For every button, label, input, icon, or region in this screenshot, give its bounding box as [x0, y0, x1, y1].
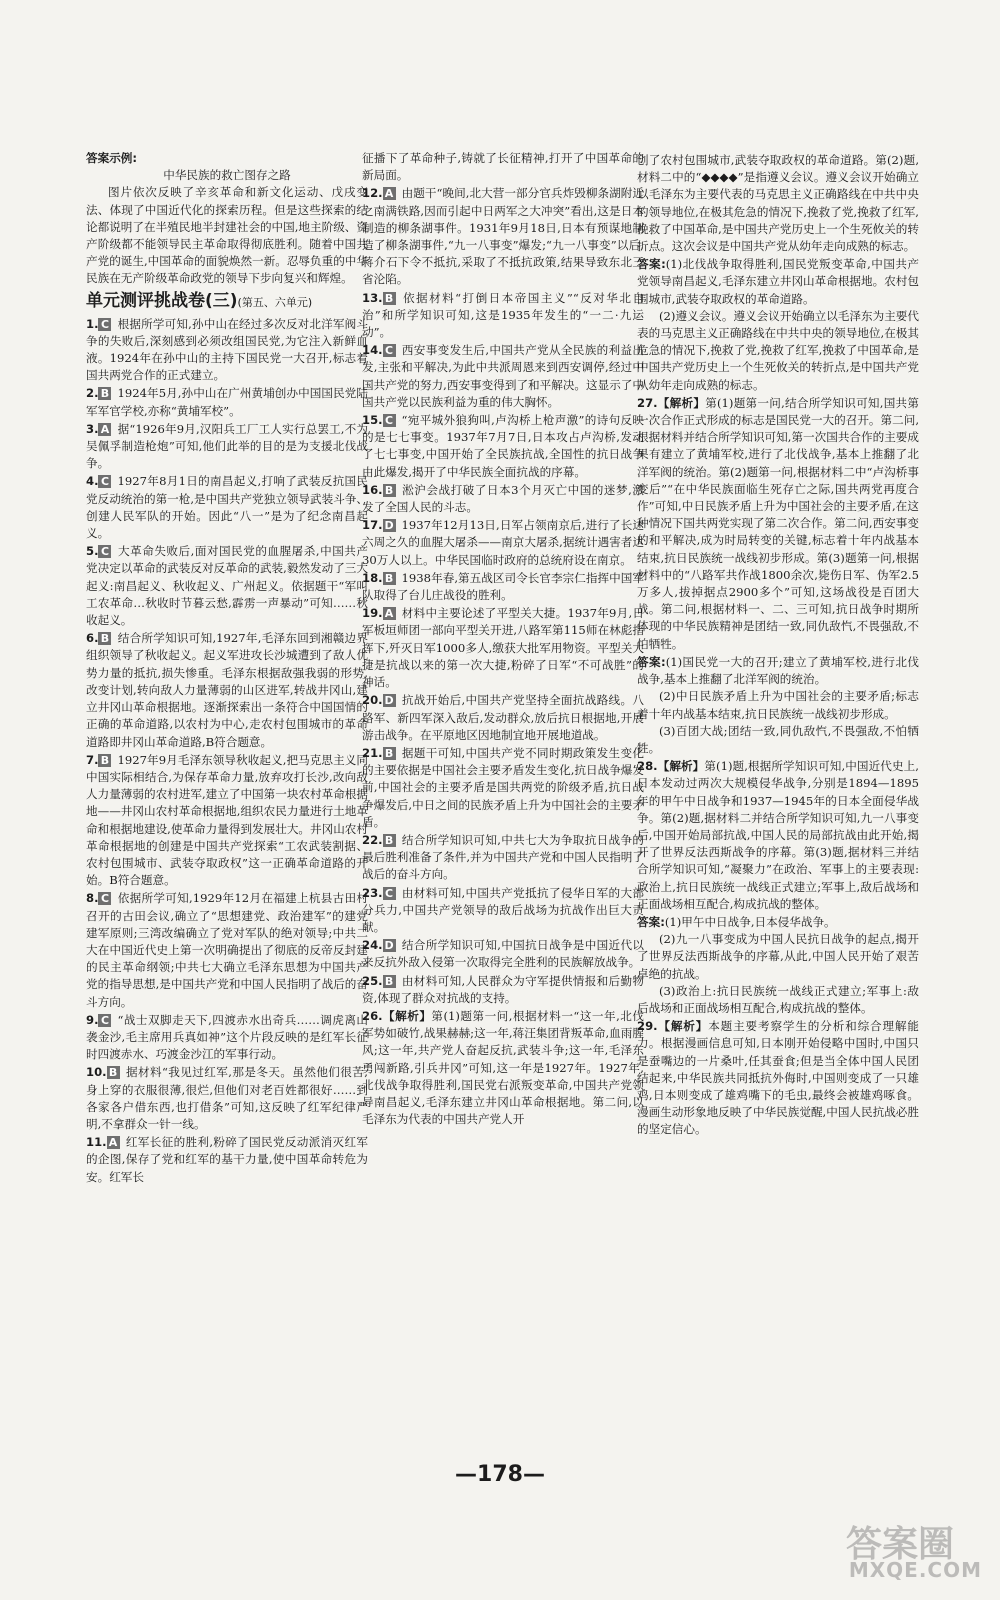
item-explanation: “宛平城外狼狗叫,卢沟桥上枪声激”的诗句反映的是七七事变。1937年7月7日,日本攻占卢沟桥,发动了七七事变,中国开始了全民族抗战,全国性的抗日战争由此爆发,揭开了中华民族全面抗战的序幕。	[362, 413, 644, 479]
answer-choice: C	[98, 892, 111, 905]
answer-item	[362, 605, 644, 691]
answer-choice: B	[98, 387, 111, 400]
analysis-tag: 【解析】	[657, 1019, 709, 1034]
item-explanation: 红军长征的胜利,粉碎了国民党反动派消灭红军的企图,保存了党和红军的基干力量,使中国革命转危为安。红军长	[86, 1135, 368, 1184]
item-number: 3.	[86, 421, 99, 436]
item-number: 20.	[362, 693, 383, 708]
answer-choice: A	[383, 607, 396, 620]
answer-item	[86, 1012, 368, 1064]
item-number: 22.	[362, 832, 383, 847]
item-number: 15.	[362, 413, 383, 428]
item-explanation: 1938年春,第五战区司令长官李宗仁指挥中国军队取得了台儿庄战役的胜利。	[362, 570, 644, 603]
answer-part: (3)百团大战;团结一致,同仇敌忾,不畏强敌,不怕牺牲。	[637, 723, 919, 755]
answer-label: 答案:	[637, 654, 666, 669]
question-26-analysis	[362, 1008, 644, 1128]
watermark-text-cn: 答案圈	[845, 1524, 954, 1565]
answer-item	[86, 473, 368, 542]
answer-item	[362, 412, 644, 481]
answer-part: (1)国民党一大的召开;建立了黄埔军校,进行北伐战争,基本上推翻了北洋军阀的统治。	[637, 654, 920, 687]
watermark-text-en: MXQE.COM	[848, 1558, 982, 1582]
item-number: 23.	[362, 885, 383, 900]
answer-item	[86, 421, 368, 473]
item-number: 1.	[86, 316, 99, 331]
answer-choice: B	[383, 572, 396, 585]
answer-part: (2)遵义会议。遵义会议开始确立以毛泽东为主要代表的马克思主义正确路线在中共中央的领导地位,在极其危急的情况下,挽救了党,挽救了红军,挽救了中国革命,是中国共产党历史上一个生死攸关的转折点,是中国共产党从幼年走向成熟的标志。	[637, 308, 919, 392]
item-explanation: 据“1926年9月,汉阳兵工厂工人实行总罢工,不为吴佩孚制造枪炮”可知,他们此举的目的是为支援北伐战争。	[86, 421, 368, 471]
question-28-answer	[637, 914, 919, 1017]
item-explanation: 材料中主要论述了平型关大捷。1937年9月,日军板垣师团一部向平型关开进,八路军第115师在林彪指挥下,歼灭日军1000多人,缴获大批军用物资。平型关大捷是抗战以来的第一次大捷,粉碎了日军“不可战胜”的神话。	[362, 606, 644, 690]
column-right	[637, 152, 919, 1140]
answer-list-2	[362, 185, 644, 1007]
answer-choice: B	[107, 1066, 120, 1079]
item-explanation: 淞沪会战打破了日本3个月灭亡中国的迷梦,激发了全国人民的斗志。	[362, 482, 644, 515]
answer-item	[362, 290, 644, 342]
answer-example	[86, 150, 368, 288]
answer-part: (1)甲午中日战争,日本侵华战争。	[664, 914, 836, 929]
answer-example-title: 中华民族的救亡图存之路	[163, 168, 291, 183]
continued-text: 征播下了革命种子,铸就了长征精神,打开了中国革命的新局面。	[362, 151, 644, 183]
item-explanation: 由题干“晚间,北大营一部分官兵炸毁柳条湖附近之南满铁路,因而引起中日两军之大冲突”看出,这是日本制造的柳条湖事件。1931年9月18日,日本有预谋地制造了柳条湖事件,“九一八事变”爆发;“九一八事变”以后,蒋介石下令不抵抗,采取了不抵抗政策,结果导致东北三省沦陷。	[362, 186, 644, 287]
answer-item	[86, 316, 368, 385]
answer-item	[362, 342, 644, 411]
item-explanation: 由材料可知,中国共产党抵抗了侵华日军的大部分兵力,中国共产党领导的敌后战场为抗战作出巨大贡献。	[362, 885, 644, 934]
answer-part: (1)北伐战争取得胜利,国民党叛变革命,中国共产党领导南昌起义,毛泽东建立井冈山革命根据地。农村包围城市,武装夺取政权的革命道路。	[637, 257, 919, 306]
answer-choice: B	[98, 754, 111, 767]
analysis-tag: 【解析】	[657, 395, 706, 410]
item-number: 2.	[86, 386, 99, 401]
column-left	[86, 150, 368, 1187]
answer-choice: D	[384, 519, 394, 533]
item-explanation: 1924年5月,孙中山在广州黄埔创办中国国民党陆军军官学校,亦称“黄埔军校”。	[86, 386, 368, 418]
item-number: 4.	[86, 474, 99, 489]
answer-item	[362, 973, 644, 1007]
answer-example-body: 图片依次反映了辛亥革命和新文化运动、戊戌变法、体现了中国近代化的探索历程。但是这些探索的结论都说明了在半殖民地半封建社会的中国,地主阶级、资产阶级都不能领导民主革命取得彻底胜利。随着中国共产党的诞生,中国革命的面貌焕然一新。忍辱负重的中华民族在无产阶级革命政党的领导下步向复兴和辉煌。	[86, 185, 368, 286]
item-number: 25.	[362, 973, 383, 988]
answer-choice: B	[383, 747, 396, 760]
item-number: 9.	[86, 1012, 99, 1027]
item-explanation: 本题主要考察学生的分析和综合理解能力。根据漫画信息可知,日本刚开始侵略中国时,中国只是蚕嘴边的一片桑叶,任其蚕食;但是当全体中国人民团结起来,中华民族共同抵抗外侮时,中国则变成了一只雄鸡,日本则变成了雄鸡嘴下的毛虫,最终会被雄鸡啄食。漫画生动形象地反映了中华民族觉醒,中国人民抗战必胜的坚定信心。	[637, 1019, 919, 1137]
answer-choice: C	[383, 344, 396, 357]
answer-part: (2)中日民族矛盾上升为中国社会的主要矛盾;标志着十年内战基本结束,抗日民族统一战线初步形成。	[637, 689, 919, 721]
item-number: 5.	[86, 544, 99, 559]
watermark-logo	[812, 1516, 982, 1582]
item-number: 11.	[86, 1135, 107, 1150]
analysis-tag: 【解析】	[382, 1008, 432, 1023]
item-number: 7.	[86, 752, 99, 767]
answer-item	[86, 543, 368, 629]
item-explanation: 据题干可知,中国共产党不同时期政策发生变化的主要依据是中国社会主要矛盾发生变化,抗日战争爆发前,中国社会的主要矛盾是国共两党的阶级矛盾,抗日战争爆发后,中日之间的民族矛盾上升为中国社会的主要矛盾。	[362, 745, 644, 829]
item-number: 8.	[86, 891, 99, 906]
item-explanation: 由材料可知,人民群众为守军提供情报和后勤物资,体现了群众对抗战的支持。	[362, 973, 644, 1005]
item-explanation: 第(1)题,根据所学知识可知,中国近代史上,日本发动过两次大规模侵华战争,分别是1894—1895年的甲午中日战争和1937—1945年的日本全面侵华战争。第(2)题,据材料二并结合所学知识可知,九一八事变后,中国开始局部抗战,中国人民的局部抗战由此开始,揭开了世界反法西斯战争的序幕。第(3)题,据材料三并结合所学知识可知,“凝聚力”在政治、军事上的主要表现:政治上,抗日民族统一战线正式建立;军事上,敌后战场和正面战场相互配合,构成抗战的整体。	[637, 759, 919, 911]
answer-choice: B	[98, 632, 111, 645]
answer-item	[86, 890, 368, 1010]
item-number: 6.	[86, 631, 99, 646]
answer-item	[86, 1064, 368, 1133]
item-number: 19.	[362, 606, 383, 621]
item-number: 10.	[86, 1065, 107, 1080]
item-number: 17.	[362, 518, 383, 533]
answer-choice: C	[383, 414, 396, 427]
answer-item	[362, 517, 644, 569]
item-explanation: 第(1)题第一问,根据材料一“这一年,北伐军势如破竹,战果赫赫;这一年,蒋汪集团背叛革命,血雨腥风;这一年,共产党人奋起反抗,武装斗争;这一年,毛泽东勇闯新路,引兵井冈”可知,这一年是1927年。1927年,北伐战争取得胜利,国民党右派叛变革命,中国共产党领导南昌起义,毛泽东建立井冈山革命根据地。第二问,以毛泽东为代表的中国共产党人开	[362, 1008, 644, 1127]
answer-example-label: 答案示例:	[86, 151, 138, 165]
item-number: 26.	[362, 1008, 383, 1023]
answer-item	[362, 692, 644, 744]
item-number: 24.	[362, 938, 383, 953]
item-explanation: 根据所学可知,孙中山在经过多次反对北洋军阀斗争的失败后,深刻感到必须改组国民党,为它注入新鲜血液。1924年在孙中山的主持下国民党一大召开,标志着国共两党合作的正式建立。	[86, 316, 368, 383]
answer-item	[362, 185, 644, 288]
section-title	[86, 290, 368, 314]
item-explanation: 1937年12月13日,日军占领南京后,进行了长达六周之久的血腥大屠杀——南京大屠杀,据统计遇害者达30万人以上。中华民国临时政府的总统府设在南京。	[362, 518, 644, 567]
item-explanation: 第(1)题第一问,结合所学知识可知,国共第一次合作正式形成的标志是国民党一大的召开。第二问,根据材料并结合所学知识可知,第一次国共合作的主要成果有建立了黄埔军校,进行了北伐战争,基本上推翻了北洋军阀的统治。第(2)题第一问,根据材料二中“卢沟桥事变后”“在中华民族面临生死存亡之际,国共两党再度合作”可知,中日民族矛盾上升为中国社会的主要矛盾,在这种情况下国共两党实现了第二次合作。第二问,西安事变的和平解决,成为时局转变的关键,标志着十年内战基本结束,抗日民族统一战线初步形成。第(3)题第一问,根据材料中的“八路军共作战1800余次,毙伤日军、伪军2.5万多人,拔掉据点2900多个”可知,这场战役是百团大战。第二问,根据材料一、二、三可知,抗日战争时期所体现的中华民族精神是团结一致,同仇敌忾,不畏强敌,不怕牺牲。	[637, 395, 919, 651]
item-explanation: 大革命失败后,面对国民党的血腥屠杀,中国共产党决定以革命的武装反对反革命的武装,毅然发动了三大起义:南昌起义、秋收起义、广州起义。依据题干“军叫工农革命…秋收时节暮云愁,霹雳一声暴动”可知……秋收起义。	[86, 544, 368, 628]
answer-choice: C	[98, 545, 111, 558]
item-explanation: 1927年9月毛泽东领导秋收起义,把马克思主义同中国实际相结合,为保存革命力量,放弃攻打长沙,改向敌人力量薄弱的农村进军,建立了中国第一块农村革命根据地——井冈山农村革命根据地,组织农民力量进行土地革命和根据地建设,使革命力量得到发展壮大。井冈山农村革命根据地的创建是中国共产党探索“工农武装割据、农村包围城市、武装夺取政权”这一正确革命道路的开始。B符合题意。	[86, 752, 368, 888]
question-27-analysis	[637, 395, 919, 653]
answer-choice: D	[384, 939, 394, 953]
answer-choice: A	[107, 1136, 120, 1149]
item-number: 29.	[637, 1019, 658, 1034]
item-explanation: 结合所学知识可知,1927年,毛泽东回到湘赣边界组织领导了秋收起义。起义军进攻长沙城遭到了敌人优势力量的抵抗,损失惨重。毛泽东根据敌强我弱的形势,改变计划,转向敌人力量薄弱的山区进军,转战井冈山,建立井冈山革命根据地。逐渐探索出一条符合中国国情的正确的革命道路,以农村为中心,走农村包围城市的革命道路即井冈山革命道路,B符合题意。	[86, 631, 368, 749]
item-explanation: 据材料“我见过红军,那是冬天。虽然他们很苦,身上穿的衣服很薄,很烂,但他们对老百姓都很好……到各家各户借东西,也打借条”可知,这反映了红军纪律严明,不拿群众一针一线。	[86, 1065, 368, 1131]
item-number: 18.	[362, 570, 383, 585]
item-explanation: 结合所学知识可知,中国抗日战争是中国近代以来反抗外敌入侵第一次取得完全胜利的民族解放战争。	[362, 938, 644, 970]
item-explanation: 抗战开始后,中国共产党坚持全面抗战路线。八路军、新四军深入敌后,发动群众,放后抗日根据地,开展游击战争。在平原地区因地制宜地开展地道战。	[362, 693, 644, 742]
answer-part: (2)九一八事变成为中国人民抗日战争的起点,揭开了世界反法西斯战争的序幕,从此,中国人民开始了艰苦卓绝的抗战。	[637, 932, 919, 981]
answer-item	[362, 832, 644, 884]
answer-list-1	[86, 316, 368, 1186]
item-number: 12.	[362, 186, 383, 201]
item-number: 21.	[362, 745, 383, 760]
item-explanation: 西安事变发生后,中国共产党从全民族的利益出发,主张和平解决,为此中共派周恩来到西安调停,经过中国共产党的努力,西安事变得到了和平解决。这显示了中国共产党以民族利益为重的伟大胸怀。	[362, 343, 644, 409]
answer-choice: A	[98, 423, 111, 436]
answer-choice: B	[383, 834, 396, 847]
answer-label: 答案:	[637, 257, 666, 272]
answer-item	[362, 745, 644, 831]
answer-item	[362, 570, 644, 604]
section-subtitle: (第五、六单元)	[237, 295, 313, 309]
answer-choice: C	[98, 475, 111, 488]
column-middle	[362, 150, 644, 1129]
page-number: —178—	[455, 1462, 545, 1487]
question-28-analysis	[637, 758, 919, 913]
answer-item	[362, 482, 644, 516]
answer-label: 答案:	[637, 914, 665, 929]
question-26-answer	[637, 256, 919, 394]
answer-item	[86, 1134, 368, 1186]
answer-item	[86, 385, 368, 419]
answer-choice: C	[98, 318, 111, 331]
item-number: 27.	[637, 395, 658, 410]
answer-choice: A	[383, 187, 396, 200]
answer-choice: B	[383, 484, 396, 497]
item-number: 14.	[362, 343, 383, 358]
answer-choice: B	[383, 292, 396, 305]
item-explanation: 依据材料“打倒日本帝国主义”“反对华北自治”和所学知识可知,这是1935年发生的“一二·九运动”。	[362, 290, 644, 340]
answer-item	[86, 752, 368, 890]
answer-choice: C	[98, 1014, 111, 1027]
answer-item	[362, 885, 644, 937]
answer-choice: C	[383, 887, 396, 900]
item-explanation: 1927年8月1日的南昌起义,打响了武装反抗国民党反动统治的第一枪,是中国共产党独立领导武装斗争、创建人民军队的开始。因此“八一”是为了纪念南昌起义。	[86, 474, 368, 541]
item-explanation: 依据所学可知,1929年12月在福建上杭县古田村召开的古田会议,确立了“思想建党、政治建军”的建党建军原则;三湾改编确立了党对军队的绝对领导;中共二大在中国近代史上第一次明确提出了彻底的反帝反封建的民主革命纲领;中共七大确立毛泽东思想为中国共产党的指导思想,是中国共产党和中国人民指明了战后的奋斗方向。	[86, 891, 368, 1009]
question-29-analysis	[637, 1018, 919, 1138]
item-explanation: 结合所学知识可知,中共七大为争取抗日战争的最后胜利准备了条件,并为中国共产党和中国人民指明了战后的奋斗方向。	[362, 832, 644, 882]
item-explanation: “战士双脚走天下,四渡赤水出奇兵……调虎离山袭金沙,毛主席用兵真如神”这个片段反映的是红军长征时四渡赤水、巧渡金沙江的军事行动。	[86, 1012, 368, 1062]
item-number: 28.	[637, 759, 658, 774]
question-27-answer	[637, 654, 919, 757]
analysis-tag: 【解析】	[657, 759, 705, 774]
answer-item	[362, 937, 644, 971]
item-number: 16.	[362, 482, 383, 497]
answer-item	[86, 630, 368, 750]
answer-choice: B	[383, 975, 396, 988]
answer-choice: D	[384, 694, 394, 708]
item-number: 13.	[362, 290, 383, 305]
continued-text: 创了农村包围城市,武装夺取政权的革命道路。第(2)题,材料二中的“◆◆◆◆”是指遵义会议。遵义会议开始确立以毛泽东为主要代表的马克思主义正确路线在中共中央的领导地位,在极其危急的情况下,挽救了党,挽救了红军,挽救了中国革命,是中国共产党历史上一个生死攸关的转折点。这次会议是中国共产党从幼年走向成熟的标志。	[637, 153, 919, 254]
section-title-text: 单元测评挑战卷(三)	[86, 290, 238, 311]
answer-part: (3)政治上:抗日民族统一战线正式建立;军事上:敌后战场和正面战场相互配合,构成抗战的整体。	[637, 983, 919, 1015]
